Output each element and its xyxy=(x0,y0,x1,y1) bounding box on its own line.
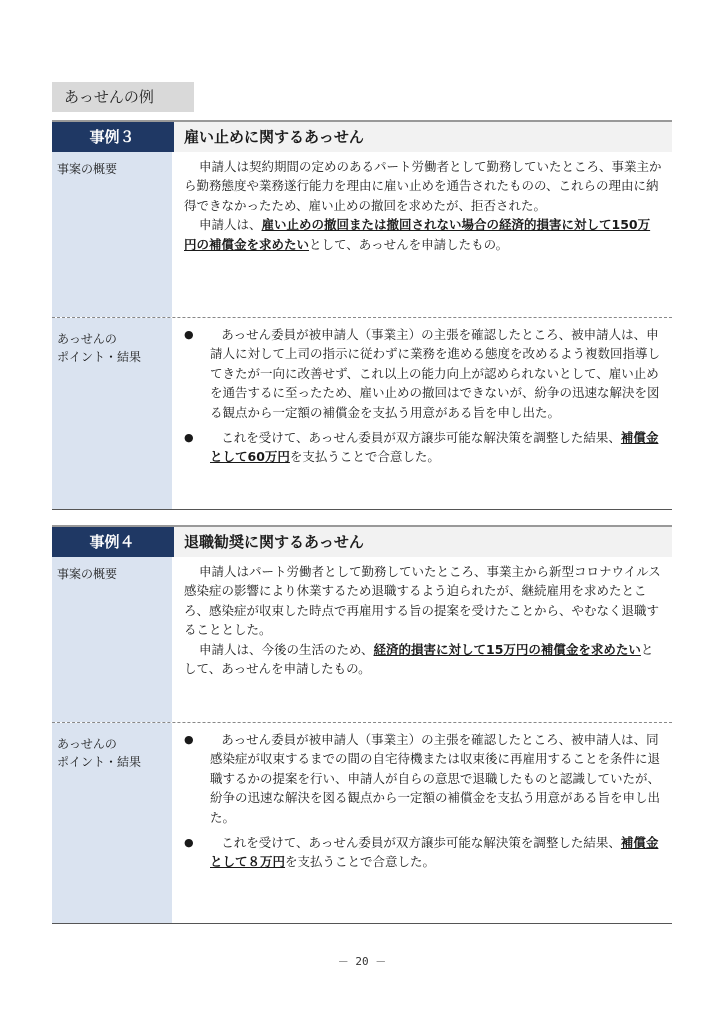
points-list xyxy=(184,730,662,872)
summary-body xyxy=(172,152,672,317)
case-title: 退職勧奨に関するあっせん xyxy=(172,527,672,557)
summary-paragraph: 申請人は契約期間の定めのあるパート労働者として勤務していたところ、事業主から勤務態度や業務遂行能力を理由に雇い止めを通告されたものの、これらの理由に納得できなかったため、雇い止めの撤回を求めたが、拒否された。 xyxy=(184,159,662,213)
case-header xyxy=(52,120,672,152)
list-item xyxy=(184,428,662,467)
bullet-icon: ● xyxy=(184,328,194,341)
summary-row xyxy=(52,152,672,318)
text: 申請人は、今後の生活のため、 xyxy=(199,641,374,657)
point-text xyxy=(210,833,662,872)
list-item xyxy=(184,325,662,422)
bullet-icon: ● xyxy=(184,733,194,746)
points-body xyxy=(172,723,672,923)
summary-body xyxy=(172,557,672,722)
points-row xyxy=(52,318,672,509)
summary-label: 事案の概要 xyxy=(52,152,172,317)
points-body xyxy=(172,318,672,509)
emphasis: 補償金として８万円 xyxy=(210,835,659,870)
points-label xyxy=(52,723,172,923)
case-3 xyxy=(52,120,672,510)
text: これを受けて、あっせん委員が双方譲歩可能な解決策を調整した結果、 xyxy=(221,430,621,446)
case-title: 雇い止めに関するあっせん xyxy=(172,122,672,152)
case-4 xyxy=(52,525,672,924)
emphasis: 補償金として60万円 xyxy=(210,430,659,465)
bullet-icon: ● xyxy=(184,431,194,445)
text: を支払うことで合意した。 xyxy=(285,854,436,870)
points-label-line: ポイント・結果 xyxy=(57,350,142,364)
text: 申請人は、 xyxy=(199,217,262,233)
page-number: － 20 － xyxy=(337,955,387,968)
text: として、あっせんを申請したもの。 xyxy=(184,641,654,677)
summary-request xyxy=(184,640,662,679)
summary-row xyxy=(52,557,672,723)
emphasis: 雇い止めの撤回または撤回されない場合の経済的損害に対して150万円の補償金を求めたい xyxy=(184,217,651,252)
points-label-line: あっせんの xyxy=(57,737,117,751)
text: これを受けて、あっせん委員が双方譲歩可能な解決策を調整した結果、 xyxy=(221,835,621,851)
case-number: 事例３ xyxy=(52,122,172,152)
emphasis: 経済的損害に対して15万円の補償金を求めたい xyxy=(373,641,641,657)
points-label-line: あっせんの xyxy=(57,332,117,346)
points-row xyxy=(52,723,672,923)
list-item xyxy=(184,730,662,827)
point-text: あっせん委員が被申請人（事業主）の主張を確認したところ、被申請人は、同感染症が収束するまでの間の自宅待機または収束後に再雇用することを条件に退職するかの提案を行い、申請人が自らの意思で退職したものと認識していたが、紛争の迅速な解決を図る観点から一定額の補償金を支払う用意がある旨を申し出た。 xyxy=(210,732,661,825)
points-list xyxy=(184,325,662,467)
list-item xyxy=(184,833,662,872)
text: を支払うことで合意した。 xyxy=(289,449,440,465)
case-header xyxy=(52,525,672,557)
point-text xyxy=(210,428,662,467)
case-number: 事例４ xyxy=(52,527,172,557)
text: として、あっせんを申請したもの。 xyxy=(309,236,509,252)
summary-paragraph: 申請人はパート労働者として勤務していたところ、事業主から新型コロナウイルス感染症の影響により休業するため退職するよう迫られたが、継続雇用を求めたところ、感染症が収束した時点で再雇用する旨の提案を受けたことから、やむなく退職することとした。 xyxy=(184,564,661,638)
summary-label: 事案の概要 xyxy=(52,557,172,722)
points-label-line: ポイント・結果 xyxy=(57,755,142,769)
summary-request xyxy=(184,215,662,254)
point-text: あっせん委員が被申請人（事業主）の主張を確認したところ、被申請人は、申請人に対して上司の指示に従わずに業務を進める態度を改めるよう複数回指導してきたが一向に改善せず、これ以上の能力向上が認められないとして、雇い止めを通告するに至ったため、雇い止めの撤回はできないが、紛争の迅速な解決を図る観点から一定額の補償金を支払う用意がある旨を申し出た。 xyxy=(210,327,661,420)
section-label: あっせんの例 xyxy=(52,82,194,112)
bullet-icon: ● xyxy=(184,836,194,850)
points-label xyxy=(52,318,172,509)
